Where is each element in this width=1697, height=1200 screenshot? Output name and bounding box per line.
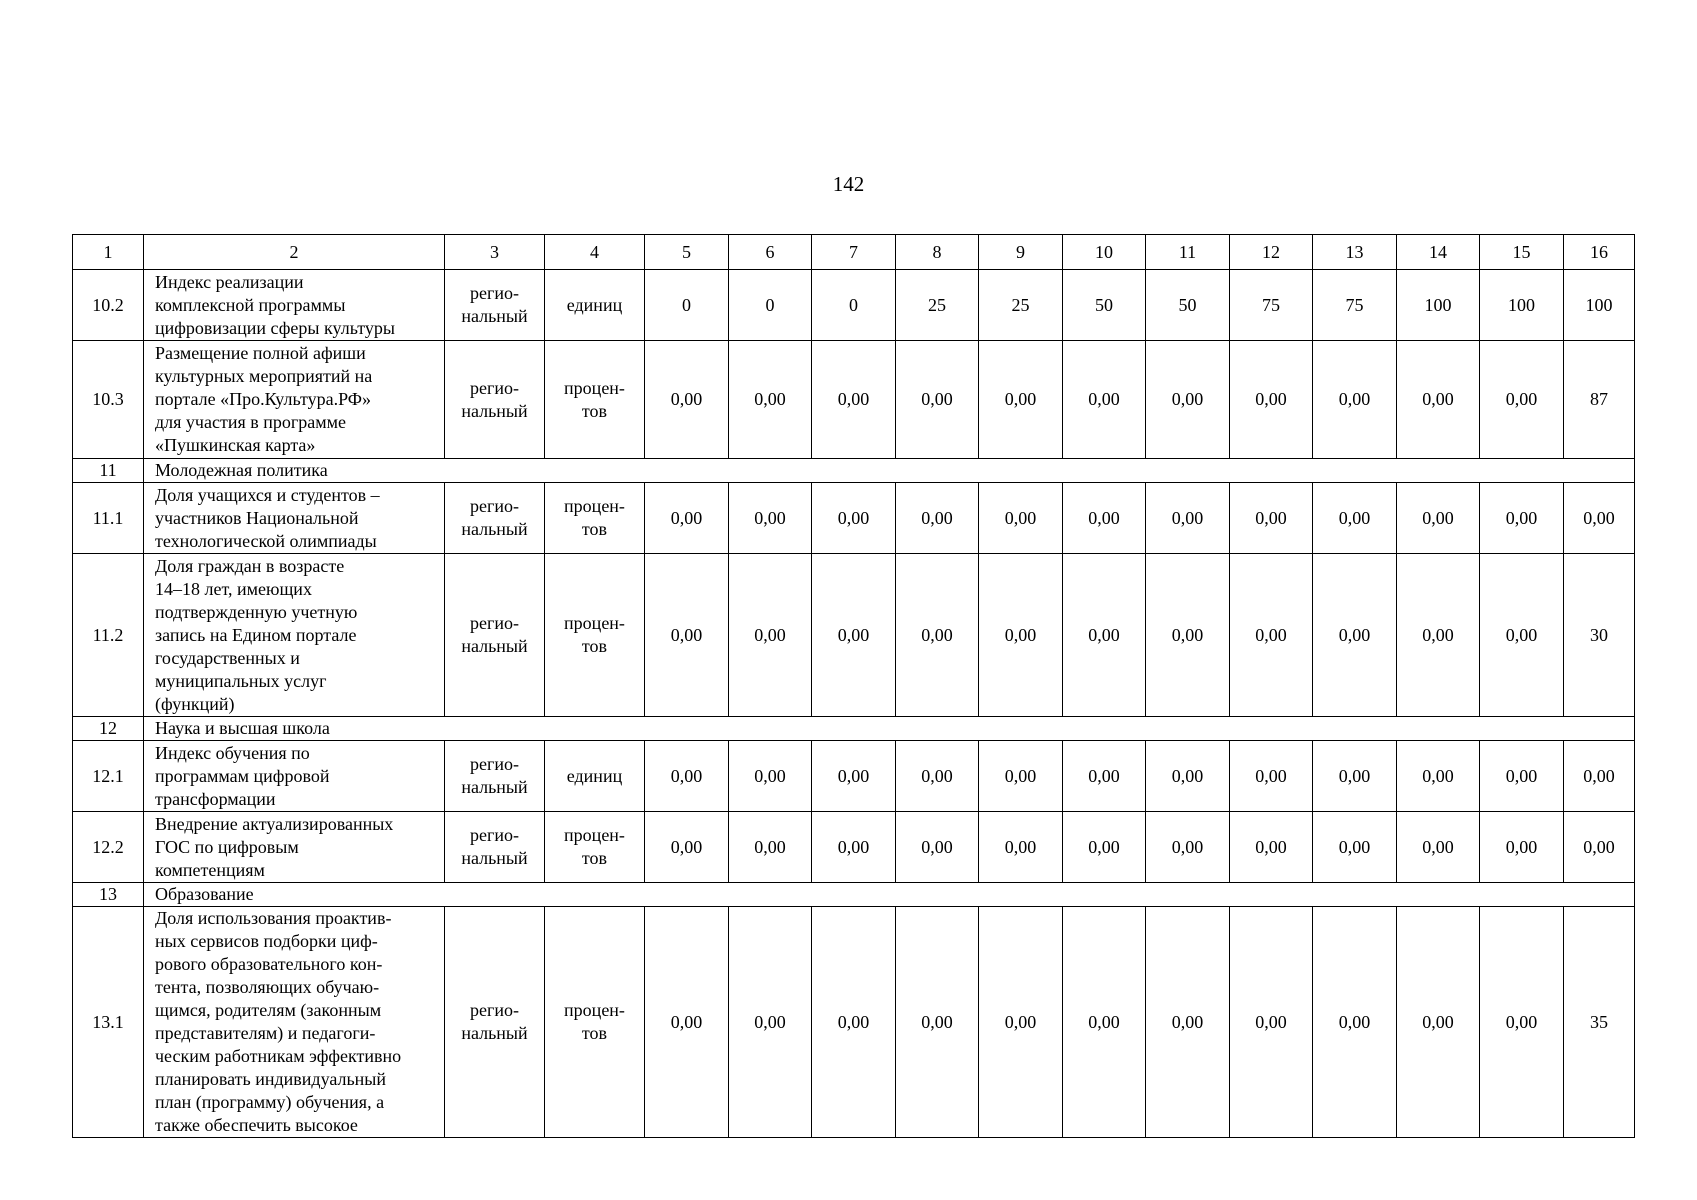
cell-line: тента, позволяющих обучаю- [155,977,380,997]
value-cell: 0,00 [1397,907,1480,1138]
row-number: 13.1 [73,907,144,1138]
cell-line: щимся, родителям (законным [155,1000,382,1020]
value-cell: 0,00 [1063,907,1146,1138]
cell-line: регио- [470,283,519,303]
indicator-name [144,483,445,554]
value-cell: 0,00 [645,341,729,459]
cell-line: государственных и [155,647,300,668]
value-cell: 0,00 [1397,341,1480,459]
cell-line: нальный [461,519,528,539]
value-cell: 0,00 [729,907,812,1138]
table-row [73,341,1635,459]
cell-line: Индекс обучения по [155,742,310,763]
value-cell: 0,00 [1313,907,1397,1138]
unit-cell [545,483,645,554]
value-cell: 0,00 [1146,341,1230,459]
value-cell: 0,00 [1230,907,1313,1138]
row-number: 10.3 [73,341,144,459]
cell-line: тов [581,848,608,868]
cell-line: единиц [566,765,623,786]
row-number: 10.2 [73,270,144,341]
value-cell: 0,00 [1230,341,1313,459]
section-title: Образование [144,883,1635,907]
value-cell: 0,00 [1480,483,1564,554]
value-cell: 0,00 [812,812,896,883]
column-header: 1 [73,235,144,270]
cell-line: запись на Едином портале [155,624,357,645]
value-cell: 0,00 [729,483,812,554]
level-cell [445,483,545,554]
value-cell: 0,00 [1230,554,1313,717]
value-cell: 0,00 [1480,341,1564,459]
value-cell: 0,00 [1230,812,1313,883]
value-cell: 0,00 [1063,554,1146,717]
section-number: 13 [73,883,144,907]
column-header: 12 [1230,235,1313,270]
table-row [73,907,1635,1138]
cell-line: регио- [470,1000,519,1020]
cell-line: тов [581,636,608,656]
cell-line: план (программу) обучения, а [155,1092,385,1112]
value-cell: 25 [896,270,979,341]
cell-line: технологической олимпиады [155,530,377,551]
value-cell: 75 [1230,270,1313,341]
column-header: 3 [445,235,545,270]
section-title: Наука и высшая школа [144,717,1635,741]
section-row [73,459,1635,483]
value-cell: 0,00 [1397,741,1480,812]
cell-line: ГОС по цифровым [155,836,299,857]
value-cell: 0,00 [645,741,729,812]
cell-line: для участия в программе [155,412,347,432]
value-cell: 0,00 [1480,812,1564,883]
cell-line: ных сервисов подборки циф- [155,931,378,951]
level-cell [445,812,545,883]
cell-line: «Пушкинская карта» [155,435,316,455]
column-number-row [73,235,1635,270]
value-cell: 0,00 [812,554,896,717]
value-cell: 0,00 [1230,741,1313,812]
row-number: 11.1 [73,483,144,554]
section-row [73,717,1635,741]
value-cell: 0,00 [1313,483,1397,554]
value-cell: 0,00 [1564,812,1635,883]
cell-line: Индекс реализации [155,271,304,292]
cell-line: процен- [564,613,625,633]
value-cell: 0,00 [812,907,896,1138]
value-cell: 0,00 [979,741,1063,812]
level-cell [445,741,545,812]
value-cell: 0,00 [645,483,729,554]
table-row [73,554,1635,717]
value-cell: 87 [1564,341,1635,459]
value-cell: 0,00 [645,907,729,1138]
cell-line: нальный [461,848,528,868]
column-header: 14 [1397,235,1480,270]
cell-line: тов [581,1023,608,1043]
cell-line: нальный [461,306,528,326]
value-cell: 0,00 [896,341,979,459]
value-cell: 0,00 [979,483,1063,554]
value-cell: 0 [645,270,729,341]
value-cell: 0,00 [1480,741,1564,812]
row-number: 11.2 [73,554,144,717]
level-cell [445,907,545,1138]
value-cell: 0,00 [1397,554,1480,717]
value-cell: 0,00 [1313,741,1397,812]
value-cell: 0,00 [1564,741,1635,812]
cell-line: тов [581,400,608,421]
indicator-name [144,741,445,812]
value-cell: 0 [812,270,896,341]
value-cell: 0,00 [729,741,812,812]
cell-line: процен- [564,496,625,516]
table-row [73,483,1635,554]
unit-cell [545,741,645,812]
cell-line: Размещение полной афиши [155,343,366,363]
cell-line: муниципальных услуг [155,670,327,691]
value-cell: 0,00 [1480,554,1564,717]
column-header: 5 [645,235,729,270]
indicator-name [144,812,445,883]
cell-line: (функций) [155,693,235,714]
value-cell: 75 [1313,270,1397,341]
value-cell: 0,00 [1397,483,1480,554]
cell-line: подтвержденную учетную [155,601,358,622]
cell-line: регио- [470,754,519,774]
value-cell: 0,00 [979,907,1063,1138]
table-row [73,741,1635,812]
cell-line: участников Национальной [155,507,359,528]
unit-cell [545,907,645,1138]
indicator-name [144,341,445,459]
value-cell: 0,00 [1564,483,1635,554]
value-cell: 0,00 [896,554,979,717]
level-cell [445,270,545,341]
value-cell: 0,00 [1063,812,1146,883]
column-header: 8 [896,235,979,270]
cell-line: нальный [461,400,528,421]
cell-line: нальный [461,777,528,797]
indicators-table [72,234,1635,1138]
cell-line: цифровизации сферы культуры [155,317,395,338]
value-cell: 0,00 [896,907,979,1138]
cell-line: регио- [470,825,519,845]
column-header: 15 [1480,235,1564,270]
column-header: 7 [812,235,896,270]
column-header: 11 [1146,235,1230,270]
unit-cell [545,270,645,341]
section-number: 12 [73,717,144,741]
section-number: 11 [73,459,144,483]
value-cell: 0,00 [1146,812,1230,883]
value-cell: 0,00 [729,341,812,459]
value-cell: 0,00 [979,812,1063,883]
value-cell: 0,00 [1063,341,1146,459]
value-cell: 0,00 [896,812,979,883]
value-cell: 0,00 [979,554,1063,717]
value-cell: 0 [729,270,812,341]
cell-line: трансформации [155,788,276,809]
value-cell: 0,00 [896,741,979,812]
table-row [73,812,1635,883]
unit-cell [545,554,645,717]
cell-line: Доля учащихся и студентов – [155,484,380,505]
value-cell: 30 [1564,554,1635,717]
cell-line: также обеспечить высокое [155,1115,358,1135]
value-cell: 0,00 [729,812,812,883]
column-header: 2 [144,235,445,270]
cell-line: регио- [470,496,519,516]
cell-line: планировать индивидуальный [155,1069,387,1089]
cell-line: культурных мероприятий на [155,366,373,386]
cell-line: Доля использования проактив- [155,908,392,928]
cell-line: нальный [461,1023,528,1043]
value-cell: 100 [1480,270,1564,341]
value-cell: 0,00 [1313,812,1397,883]
value-cell: 0,00 [812,483,896,554]
value-cell: 0,00 [1063,483,1146,554]
cell-line: единиц [566,294,623,315]
indicator-name [144,270,445,341]
unit-cell [545,812,645,883]
table-row [73,270,1635,341]
value-cell: 0,00 [1313,554,1397,717]
value-cell: 100 [1397,270,1480,341]
cell-line: представителям) и педагоги- [155,1023,376,1043]
value-cell: 0,00 [645,554,729,717]
cell-line: тов [581,519,608,539]
column-header: 6 [729,235,812,270]
level-cell [445,554,545,717]
cell-line: программам цифровой [155,765,330,786]
section-row [73,883,1635,907]
row-number: 12.1 [73,741,144,812]
value-cell: 0,00 [1230,483,1313,554]
value-cell: 0,00 [896,483,979,554]
value-cell: 0,00 [812,741,896,812]
cell-line: рового образовательного кон- [155,954,383,974]
cell-line: Внедрение актуализированных [155,813,394,834]
unit-cell [545,341,645,459]
value-cell: 0,00 [1397,812,1480,883]
value-cell: 0,00 [1313,341,1397,459]
cell-line: процен- [564,825,625,845]
cell-line: ческим работникам эффективно [155,1046,402,1066]
value-cell: 0,00 [1146,554,1230,717]
page-number: 142 [832,172,865,196]
value-cell: 50 [1063,270,1146,341]
value-cell: 0,00 [1063,741,1146,812]
cell-line: процен- [564,1000,625,1020]
value-cell: 0,00 [1146,483,1230,554]
value-cell: 0,00 [645,812,729,883]
value-cell: 50 [1146,270,1230,341]
value-cell: 0,00 [729,554,812,717]
cell-line: 14–18 лет, имеющих [155,578,312,599]
column-header: 4 [545,235,645,270]
column-header: 9 [979,235,1063,270]
value-cell: 0,00 [979,341,1063,459]
value-cell: 0,00 [1480,907,1564,1138]
cell-line: Доля граждан в возрасте [155,555,345,576]
section-title: Молодежная политика [144,459,1635,483]
cell-line: компетенциям [155,859,265,880]
cell-line: нальный [461,636,528,656]
value-cell: 0,00 [1146,741,1230,812]
column-header: 16 [1564,235,1635,270]
value-cell: 0,00 [1146,907,1230,1138]
row-number: 12.2 [73,812,144,883]
column-header: 13 [1313,235,1397,270]
value-cell: 25 [979,270,1063,341]
indicator-name [144,907,445,1138]
cell-line: процен- [564,377,625,398]
value-cell: 35 [1564,907,1635,1138]
cell-line: регио- [470,377,519,398]
indicator-name [144,554,445,717]
cell-line: регио- [470,613,519,633]
column-header: 10 [1063,235,1146,270]
cell-line: портале «Про.Культура.РФ» [155,389,372,409]
cell-line: комплексной программы [155,294,346,315]
value-cell: 0,00 [812,341,896,459]
value-cell: 100 [1564,270,1635,341]
level-cell [445,341,545,459]
